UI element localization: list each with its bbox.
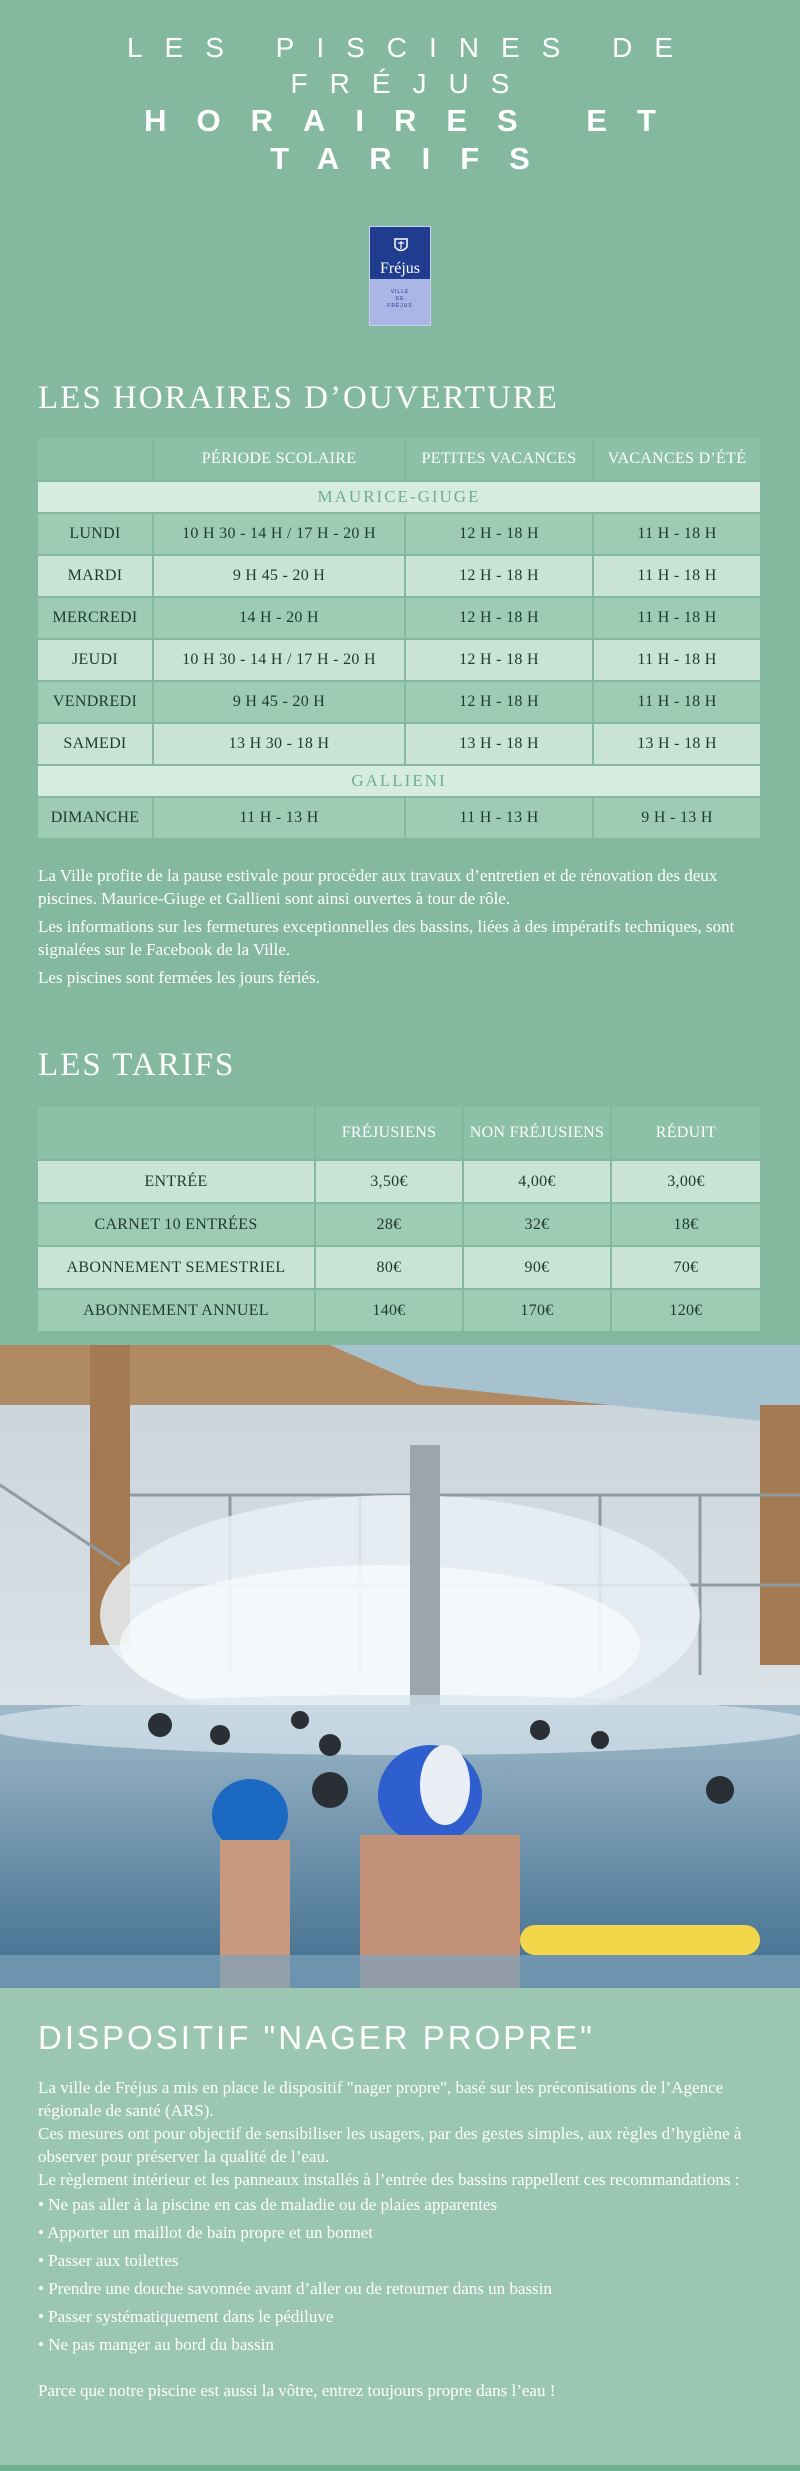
pool-label: MAURICE-GIUGE [38,482,760,512]
price-cell: 70€ [612,1247,760,1288]
tarif-label-cell: ABONNEMENT SEMESTRIEL [38,1247,314,1288]
hours-cell: 9 H - 13 H [594,798,760,838]
hours-cell: 13 H - 18 H [594,724,760,764]
list-item: • Prendre une douche savonnée avant d’aller ou de retourner dans un bassin [38,2275,762,2303]
schedule-section [0,378,800,989]
super-title: LES PISCINES DE FRÉJUS [126,32,696,99]
logo-line-1: VILLE [390,289,410,295]
hours-cell: 11 H - 13 H [406,798,592,838]
hours-cell: 10 H 30 - 14 H / 17 H - 20 H [154,640,404,680]
price-cell: 120€ [612,1290,760,1331]
list-item: • Passer aux toilettes [38,2247,762,2275]
price-cell: 140€ [316,1290,462,1331]
hours-cell: 11 H - 18 H [594,598,760,638]
header-vacances-ete: VACANCES D’ÉTÉ [594,438,760,480]
hours-cell: 9 H 45 - 20 H [154,556,404,596]
nager-propre-section [0,1988,800,2471]
hours-cell: 12 H - 18 H [406,598,592,638]
pool-row-maurice-giuge [38,482,760,512]
logo-emblem-icon [393,237,409,255]
note-paragraph: Les informations sur les fermetures exceptionnelles des bassins, liées à des impératifs techniques, sont signalées sur le Facebook de la Ville. [38,917,735,959]
recommendations-list [38,2191,762,2359]
table-row-sunday [38,798,760,838]
main-title: HORAIRES ET TARIFS [144,103,686,176]
tarifs-header-row [38,1107,760,1159]
table-row [38,598,760,638]
list-item: • Ne pas manger au bord du bassin [38,2331,762,2359]
header-cell-empty [38,1107,314,1159]
price-cell: 3,50€ [316,1161,462,1202]
hours-cell: 12 H - 18 H [406,682,592,722]
hours-cell: 12 H - 18 H [406,640,592,680]
header-reduit: RÉDUIT [612,1107,760,1159]
price-cell: 4,00€ [464,1161,610,1202]
price-cell: 32€ [464,1204,610,1245]
list-item: • Passer systématiquement dans le pédiluve [38,2303,762,2331]
schedule-header-row [38,438,760,480]
price-cell: 3,00€ [612,1161,760,1202]
pool-label: GALLIENI [38,766,760,796]
nager-title: DISPOSITIF "NAGER PROPRE" [38,2019,595,2056]
tarif-label-cell: ENTRÉE [38,1161,314,1202]
header-cell-empty [38,438,152,480]
header-periode-scolaire: PÉRIODE SCOLAIRE [154,438,404,480]
header-petites-vacances: PETITES VACANCES [406,438,592,480]
hours-cell: 11 H - 18 H [594,640,760,680]
header-frejusiens: FRÉJUSIENS [316,1107,462,1159]
note-paragraph: La Ville profite de la pause estivale pour procéder aux travaux d’entretien et de rénovation des deux piscines. Maurice-Giuge et Gallieni sont ainsi ouvertes à tour de rôle. [38,866,718,908]
logo-name: Fréjus [380,260,420,277]
day-cell: SAMEDI [38,724,152,764]
table-row [38,1290,760,1331]
table-row [38,724,760,764]
day-cell: MERCREDI [38,598,152,638]
day-cell: DIMANCHE [38,798,152,838]
price-cell: 90€ [464,1247,610,1288]
tarif-label-cell: CARNET 10 ENTRÉES [38,1204,314,1245]
table-row [38,1204,760,1245]
table-row [38,682,760,722]
day-cell: VENDREDI [38,682,152,722]
hours-cell: 12 H - 18 H [406,514,592,554]
schedule-notes [38,864,762,989]
bottom-divider [0,2465,800,2471]
table-row [38,1247,760,1288]
logo-lower-band [370,279,430,325]
frejus-logo[interactable] [369,226,431,326]
hours-cell: 13 H 30 - 18 H [154,724,404,764]
hours-cell: 13 H - 18 H [406,724,592,764]
tarifs-table [36,1105,762,1333]
schedule-table [36,436,762,840]
header-non-frejusiens: NON FRÉJUSIENS [464,1107,610,1159]
hours-cell: 11 H - 18 H [594,556,760,596]
day-cell: JEUDI [38,640,152,680]
table-row [38,1161,760,1202]
pool-photo [0,1345,800,1988]
price-cell: 18€ [612,1204,760,1245]
price-cell: 80€ [316,1247,462,1288]
tarif-label-cell: ABONNEMENT ANNUEL [38,1290,314,1331]
hours-cell: 11 H - 18 H [594,682,760,722]
list-item: • Ne pas aller à la piscine en cas de maladie ou de plaies apparentes [38,2191,762,2219]
tarifs-title: LES TARIFS [38,1047,236,1083]
day-cell: LUNDI [38,514,152,554]
hours-cell: 10 H 30 - 14 H / 17 H - 20 H [154,514,404,554]
hours-cell: 11 H - 18 H [594,514,760,554]
price-cell: 170€ [464,1290,610,1331]
hours-cell: 11 H - 13 H [154,798,404,838]
logo-line-3: FRÉJUS [387,303,413,309]
list-item: • Apporter un maillot de bain propre et un bonnet [38,2219,762,2247]
note-paragraph: Les piscines sont fermées les jours fériés. [38,968,320,987]
logo-line-2: DE [395,296,405,302]
closing-message: Parce que notre piscine est aussi la vôtre, entrez toujours propre dans l’eau ! [38,2381,556,2400]
day-cell: MARDI [38,556,152,596]
table-row [38,514,760,554]
hours-cell: 9 H 45 - 20 H [154,682,404,722]
pool-photo-illustration [0,1345,800,1988]
price-cell: 28€ [316,1204,462,1245]
table-row [38,556,760,596]
nager-intro: La ville de Fréjus a mis en place le dispositif "nager propre", basé sur les préconisations de l’Agence régionale de santé (ARS). [38,2078,724,2120]
pool-row-gallieni [38,766,760,796]
table-row [38,640,760,680]
hours-cell: 12 H - 18 H [406,556,592,596]
nager-intro: Le règlement intérieur et les panneaux installés à l’entrée des bassins rappellent ces recommandations : [38,2170,740,2189]
header [0,0,800,326]
nager-intro: Ces mesures ont pour objectif de sensibiliser les usagers, par des gestes simples, aux règles d’hygiène à observer pour préserver la qualité de l’eau. [38,2124,742,2166]
hours-cell: 14 H - 20 H [154,598,404,638]
schedule-title: LES HORAIRES D’OUVERTURE [38,380,559,416]
